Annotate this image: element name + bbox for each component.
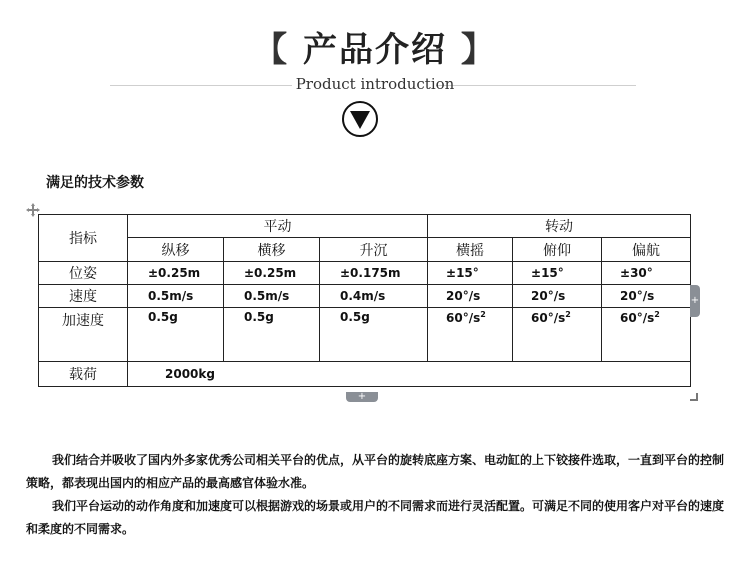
table-cell-text: 60°/s: [620, 311, 655, 325]
row-label: 位姿: [39, 262, 128, 285]
column-header: 俯仰: [513, 238, 602, 262]
title-text: 产品介绍: [303, 30, 447, 70]
table-cell: 0.5m/s: [224, 285, 320, 308]
table-header-row: [39, 215, 691, 238]
down-arrow-icon: [341, 100, 379, 138]
page-title: [0, 22, 750, 71]
column-header: 偏航: [602, 238, 691, 262]
add-column-button[interactable]: +: [690, 285, 700, 317]
index-label: 指标: [39, 215, 128, 262]
table-row: [39, 285, 691, 308]
table-cell: 20°/s: [513, 285, 602, 308]
table-cell: [602, 308, 691, 362]
group-rotation: 转动: [428, 215, 691, 238]
table-row-load: [39, 362, 691, 387]
table-cell: [128, 362, 691, 387]
add-row-button[interactable]: +: [346, 392, 378, 402]
load-value: 2000kg: [165, 367, 215, 381]
superscript: 2: [654, 310, 660, 319]
table-cell: ±30°: [602, 262, 691, 285]
paragraph: 我们结合并吸收了国内外多家优秀公司相关平台的优点，从平台的旋转底座方案、电动缸的上下铰接件选取，一直到平台的控制策略，都表现出国内的相应产品的最高感官体验水准。: [26, 453, 725, 490]
row-label: 载荷: [39, 362, 128, 387]
table-row: [39, 308, 691, 362]
table-cell: ±0.25m: [128, 262, 224, 285]
table-cell: 0.5g: [128, 308, 224, 362]
column-header: 横移: [224, 238, 320, 262]
table-cell-text: 60°/s: [531, 311, 566, 325]
row-label: 速度: [39, 285, 128, 308]
group-translation: 平动: [128, 215, 428, 238]
table-cell: ±0.25m: [224, 262, 320, 285]
superscript: 2: [565, 310, 571, 319]
table-cell: 0.4m/s: [320, 285, 428, 308]
superscript: 2: [480, 310, 486, 319]
table-cell-text: 60°/s: [446, 311, 481, 325]
table-cell: [428, 308, 513, 362]
column-header: 升沉: [320, 238, 428, 262]
column-header: 纵移: [128, 238, 224, 262]
table-cell: 0.5m/s: [128, 285, 224, 308]
table-cell: 20°/s: [602, 285, 691, 308]
paragraph: 我们平台运动的动作角度和加速度可以根据游戏的场景或用户的不同需求而进行灵活配置。可满足不同的使用客户对平台的速度和柔度的不同需求。: [26, 499, 725, 536]
title-bracket-left: 【: [253, 30, 290, 70]
subtitle-row: [0, 75, 750, 95]
resize-handle-icon[interactable]: [690, 393, 698, 401]
table-cell: ±15°: [428, 262, 513, 285]
table-cell: 20°/s: [428, 285, 513, 308]
column-header: 横摇: [428, 238, 513, 262]
row-label: 加速度: [39, 308, 128, 362]
table-cell: [513, 308, 602, 362]
spec-table: [38, 214, 691, 387]
section-title: 满足的技术参数: [46, 175, 144, 191]
table-cell: ±15°: [513, 262, 602, 285]
table-cell: 0.5g: [224, 308, 320, 362]
table-subheader-row: [39, 238, 691, 262]
subtitle: Product introduction: [295, 75, 455, 93]
table-cell: 0.5g: [320, 308, 428, 362]
table-cell: ±0.175m: [320, 262, 428, 285]
table-row: [39, 262, 691, 285]
title-bracket-right: 】: [460, 30, 497, 70]
